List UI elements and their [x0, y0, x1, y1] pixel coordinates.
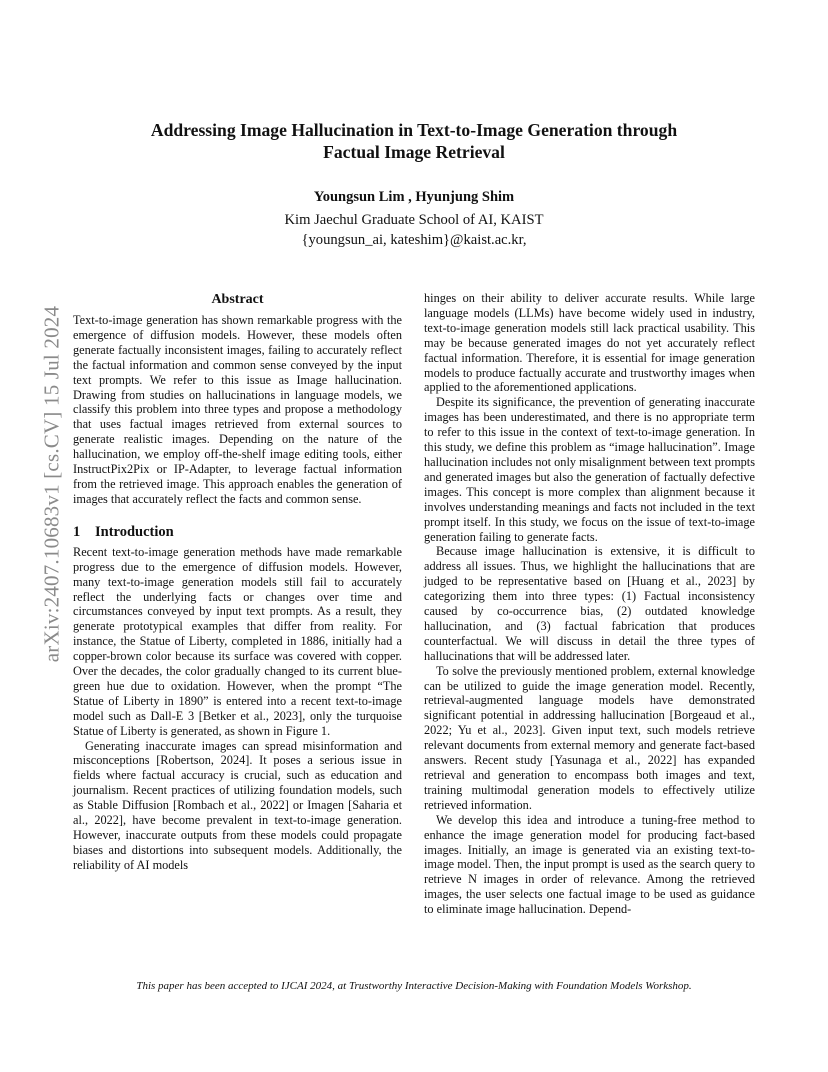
section-title: Introduction [95, 523, 174, 540]
title-line-2: Factual Image Retrieval [323, 142, 505, 162]
title-line-1: Addressing Image Hallucination in Text-to-Image Generation through [150, 120, 678, 140]
intro-paragraph-4: Despite its significance, the prevention of generating inaccurate images has been underestimated, and there is no appropriate term to refer to this issue in the context of text-to-image generation. In this study, we define this problem as “image hallucination”. Image hallucination includes not only misalignment between text prompts and generated images but also the generation of factually defective images. This concept is more complex than alignment because it involves understanding meanings and facts not included in the text prompt itself. In this study, we focus on the issue of text-to-image generation failing to generate facts. [424, 395, 755, 544]
section-heading-introduction [73, 524, 402, 541]
affiliation: Kim Jaechul Graduate School of AI, KAIST [284, 212, 544, 228]
intro-paragraph-1: Recent text-to-image generation methods have made remarkable progress due to the emergence of diffusion models. However, many text-to-image generation models still fail to accurately reflect the underlying facts or changes over time and circumstances conveyed by input text prompts. As a result, they generate prototypical examples that differ from reality. For instance, the Statue of Liberty, completed in 1886, initially had a copper-brown color because its surface was covered with copper. Over the decades, the color gradually changed to its current blue-green hue due to oxidation. However, when the prompt “The Statue of Liberty in 1890” is entered into a recent text-to-image model such as Dall-E 3 [Betker et al., 2023], only the turquoise Statue of Liberty is generated, as shown in Figure 1. [73, 544, 402, 738]
intro-paragraph-6: To solve the previously mentioned problem, external knowledge can be utilized to guide the image generation model. Recently, retrieval-augmented language models have demonstrated significant potential in addressing hallucination [Borgeaud et al., 2022; Yu et al., 2023]. Given input text, such models retrieve relevant documents from external memory and generate fact-based answers. Recent study [Yasunaga et al., 2022] has expanded retrieval and generation to encompass both images and text, training multimodal generation models to effectively utilize retrieved information. [424, 663, 755, 812]
intro-paragraph-3: hinges on their ability to deliver accurate results. While large language models (LLMs) have become widely used in industry, text-to-image generation models still lack practical usability. This may be because generated images do not yet accurately reflect factual information. Therefore, it is essential for image generation models to produce factually accurate and trustworthy images when applied to the aforementioned applications. [424, 291, 755, 395]
arxiv-stamp-text: arXiv:2407.10683v1 [cs.CV] 15 Jul 2024 [39, 305, 64, 663]
intro-paragraph-7: We develop this idea and introduce a tuning-free method to enhance the image generation model for producing fact-based images. Initially, an image is generated via an existing text-to-image model. Then, the input prompt is used as the search query to retrieve N images in order of relevance. Among the retrieved images, the user selects one factual image to be used as guidance to eliminate image hallucination. Depend- [424, 812, 755, 917]
intro-paragraph-2: Generating inaccurate images can spread misinformation and misconceptions [Robertson, 2024]. It poses a serious issue in fields where factual accuracy is crucial, such as education and journalism. Recent practices of utilizing foundation models, such as Stable Diffusion [Rombach et al., 2022] or Imagen [Saharia et al., 2022], have become prevalent in text-to-image generation. However, inaccurate outputs from these models could propagate biases and distortions into subsequent models. Additionally, the reliability of AI models [73, 738, 402, 872]
abstract-heading: Abstract [211, 292, 264, 307]
author-emails: {youngsun_ai, kateshim}@kaist.ac.kr, [301, 232, 527, 248]
paper-title [90, 119, 738, 163]
abstract-text: Text-to-image generation has shown remarkable progress with the emergence of diffusion models. However, these models often generate factually inconsistent images, failing to accurately reflect the factual information and common sense conveyed by the input text prompts. We refer to this issue as Image hallucination. Drawing from studies on hallucinations in language models, we classify this problem into three types and propose a methodology that uses factual images retrieved from external sources to generate realistic images. Depending on the nature of the hallucination, we employ off-the-shelf image editing tools, either InstructPix2Pix or IP-Adapter, to leverage factual information from the retrieved image. This approach enables the generation of images that accurately reflect the facts and common sense. [73, 313, 402, 506]
section-number: 1 [73, 523, 81, 540]
left-column [73, 291, 402, 873]
intro-paragraph-5: Because image hallucination is extensive, it is difficult to address all issues. Thus, we highlight the hallucinations that are judged to be representative based on [Huang et al., 2023] by categorizing them into three types: (1) Factual inconsistency caused by co-occurrence bias, (2) outdated knowledge hallucination, and (3) factual fabrication that produces counterfactual. We will discuss in detail the three types of hallucinations that will be addressed later. [424, 544, 755, 663]
authors: Youngsun Lim , Hyunjung Shim [313, 189, 515, 205]
right-column [424, 291, 755, 917]
footnote-acceptance: This paper has been accepted to IJCAI 2024, at Trustworthy Interactive Decision-Making with Foundation Models Workshop. [136, 980, 692, 992]
